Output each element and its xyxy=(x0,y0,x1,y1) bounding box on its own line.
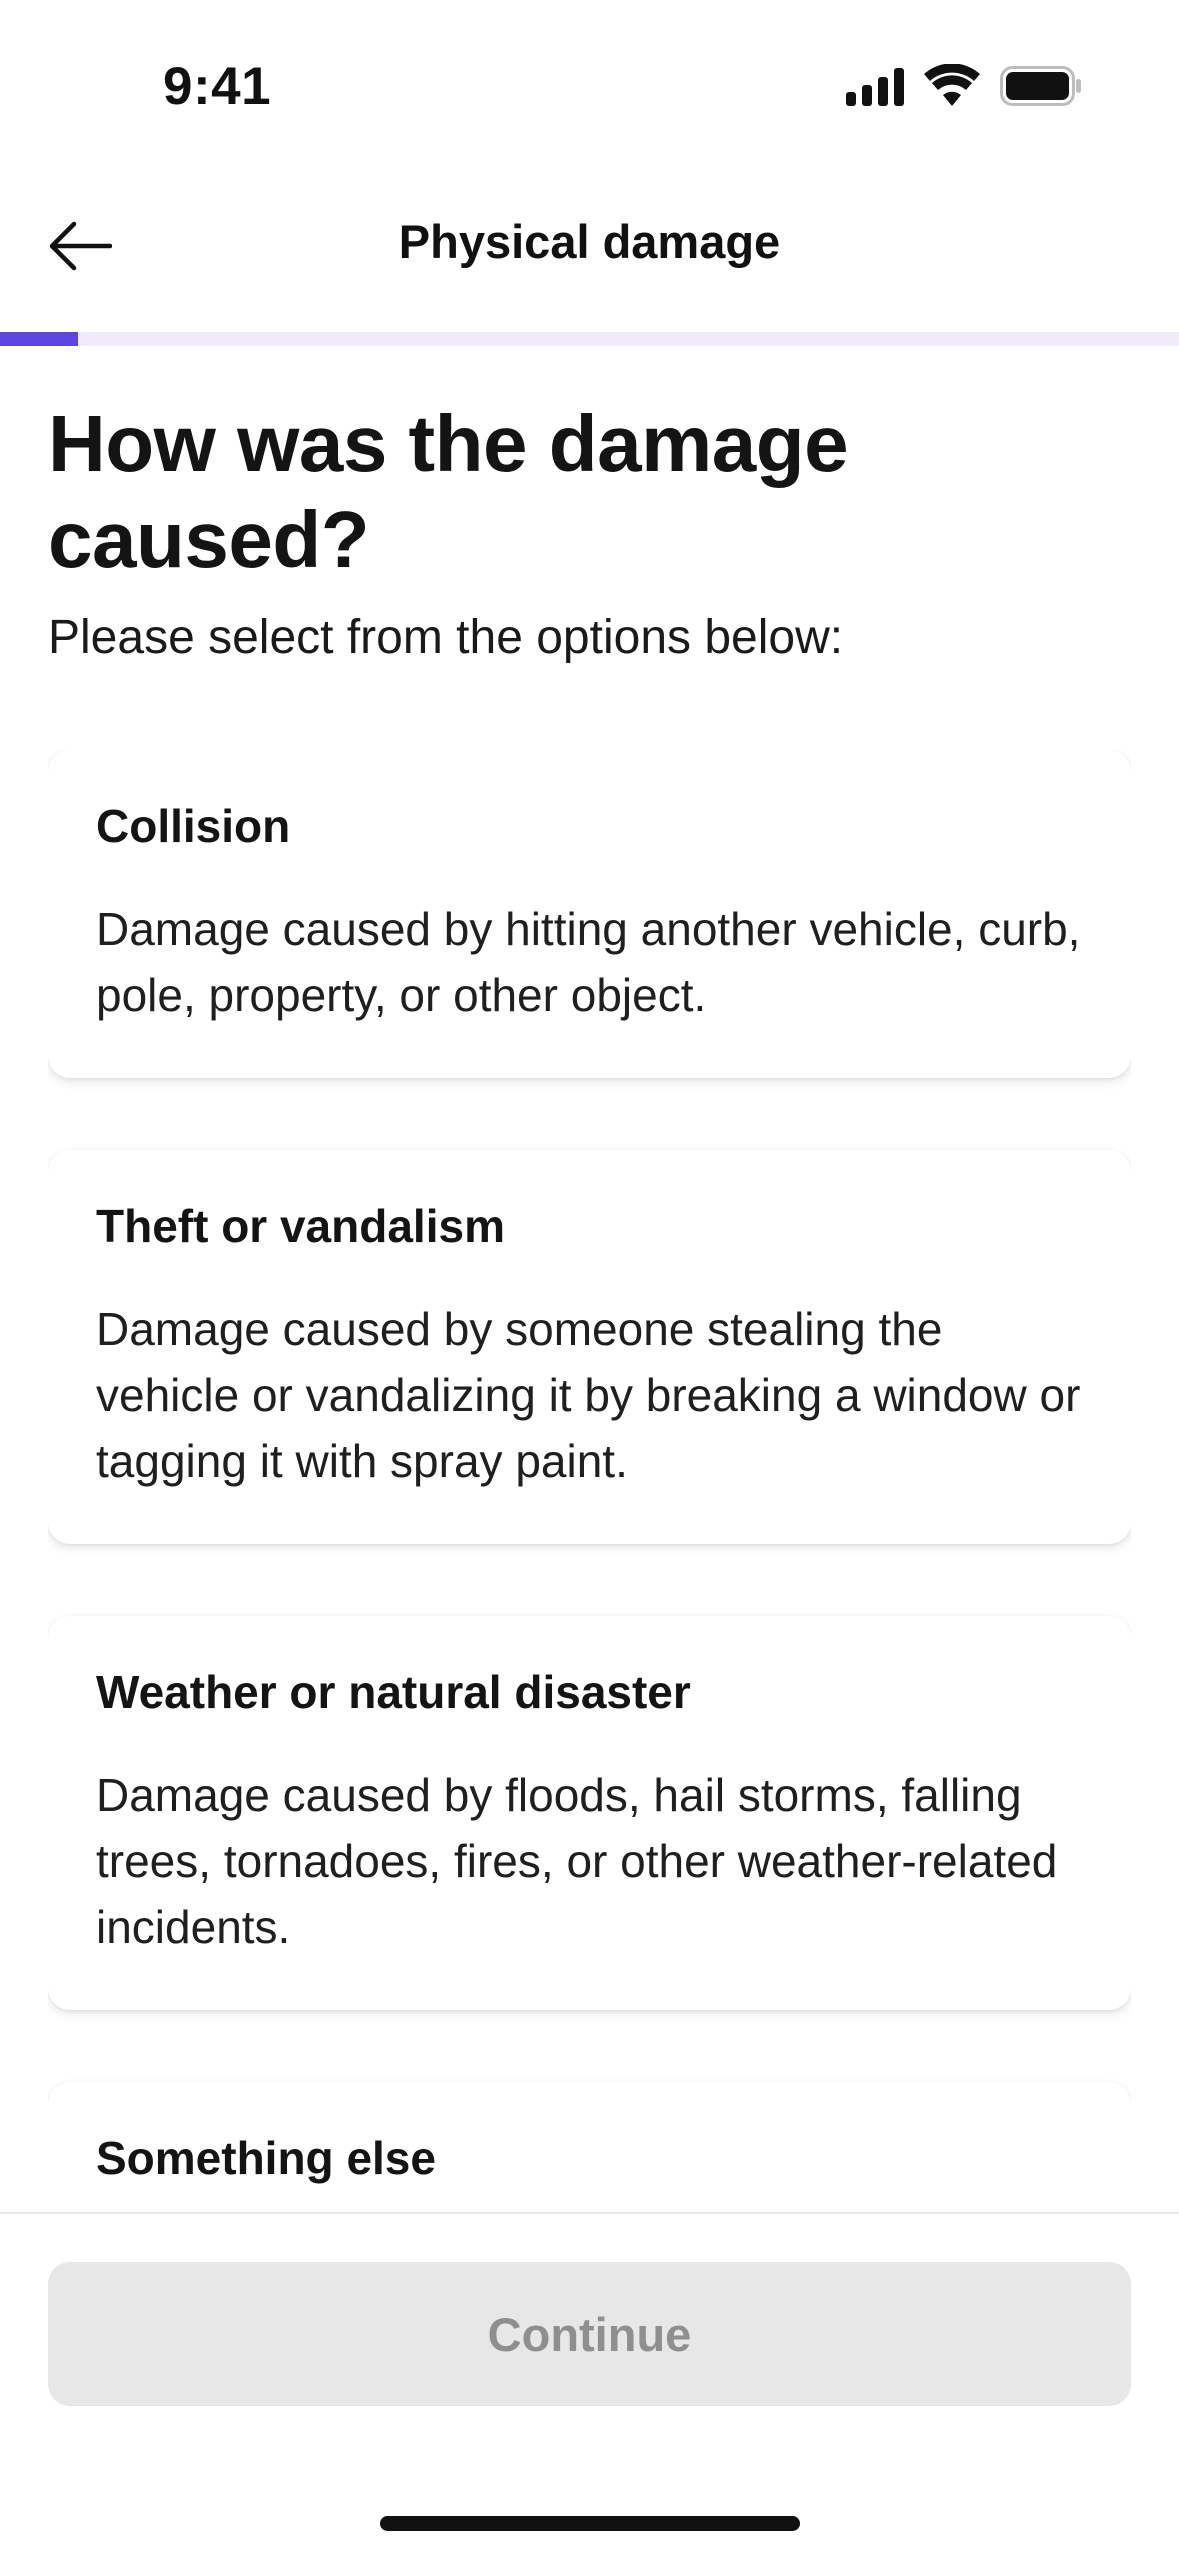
option-description: Damage caused by floods, hail storms, falling trees, tornadoes, fires, or other weather-related incidents. xyxy=(96,1769,1058,1953)
battery-icon xyxy=(1000,66,1082,106)
header-title: Physical damage xyxy=(398,215,781,268)
signal-icon xyxy=(846,68,906,106)
option-title: Weather or natural disaster xyxy=(96,1666,691,1718)
option-title: Collision xyxy=(96,800,291,852)
page-title: How was the damage caused? xyxy=(48,399,849,584)
nav-header xyxy=(0,170,1179,330)
option-description: Damage caused by someone stealing the vehicle or vandalizing it by breaking a window or tagging it with spray paint. xyxy=(96,1303,1081,1487)
page-subtitle: Please select from the options below: xyxy=(48,611,844,664)
status-time: 9:41 xyxy=(163,57,272,116)
option-title: Something else xyxy=(96,2132,436,2184)
option-card-weather-or-natural-disaster[interactable] xyxy=(48,1616,1131,2010)
option-description: Damage caused by hitting another vehicle, curb, pole, property, or other object. xyxy=(96,903,1081,1021)
status-bar xyxy=(0,0,1179,170)
option-card-collision[interactable] xyxy=(48,750,1131,1078)
home-indicator xyxy=(380,2516,800,2531)
options-list xyxy=(48,750,1131,2212)
progress-bar xyxy=(0,332,1179,346)
option-card-theft-or-vandalism[interactable] xyxy=(48,1150,1131,1544)
progress-fill xyxy=(0,332,78,346)
footer xyxy=(0,2212,1179,2556)
wifi-icon xyxy=(924,64,980,106)
continue-button[interactable]: Continue xyxy=(48,2262,1131,2406)
option-card-something-else[interactable] xyxy=(48,2082,1131,2212)
option-title: Theft or vandalism xyxy=(96,1200,505,1252)
